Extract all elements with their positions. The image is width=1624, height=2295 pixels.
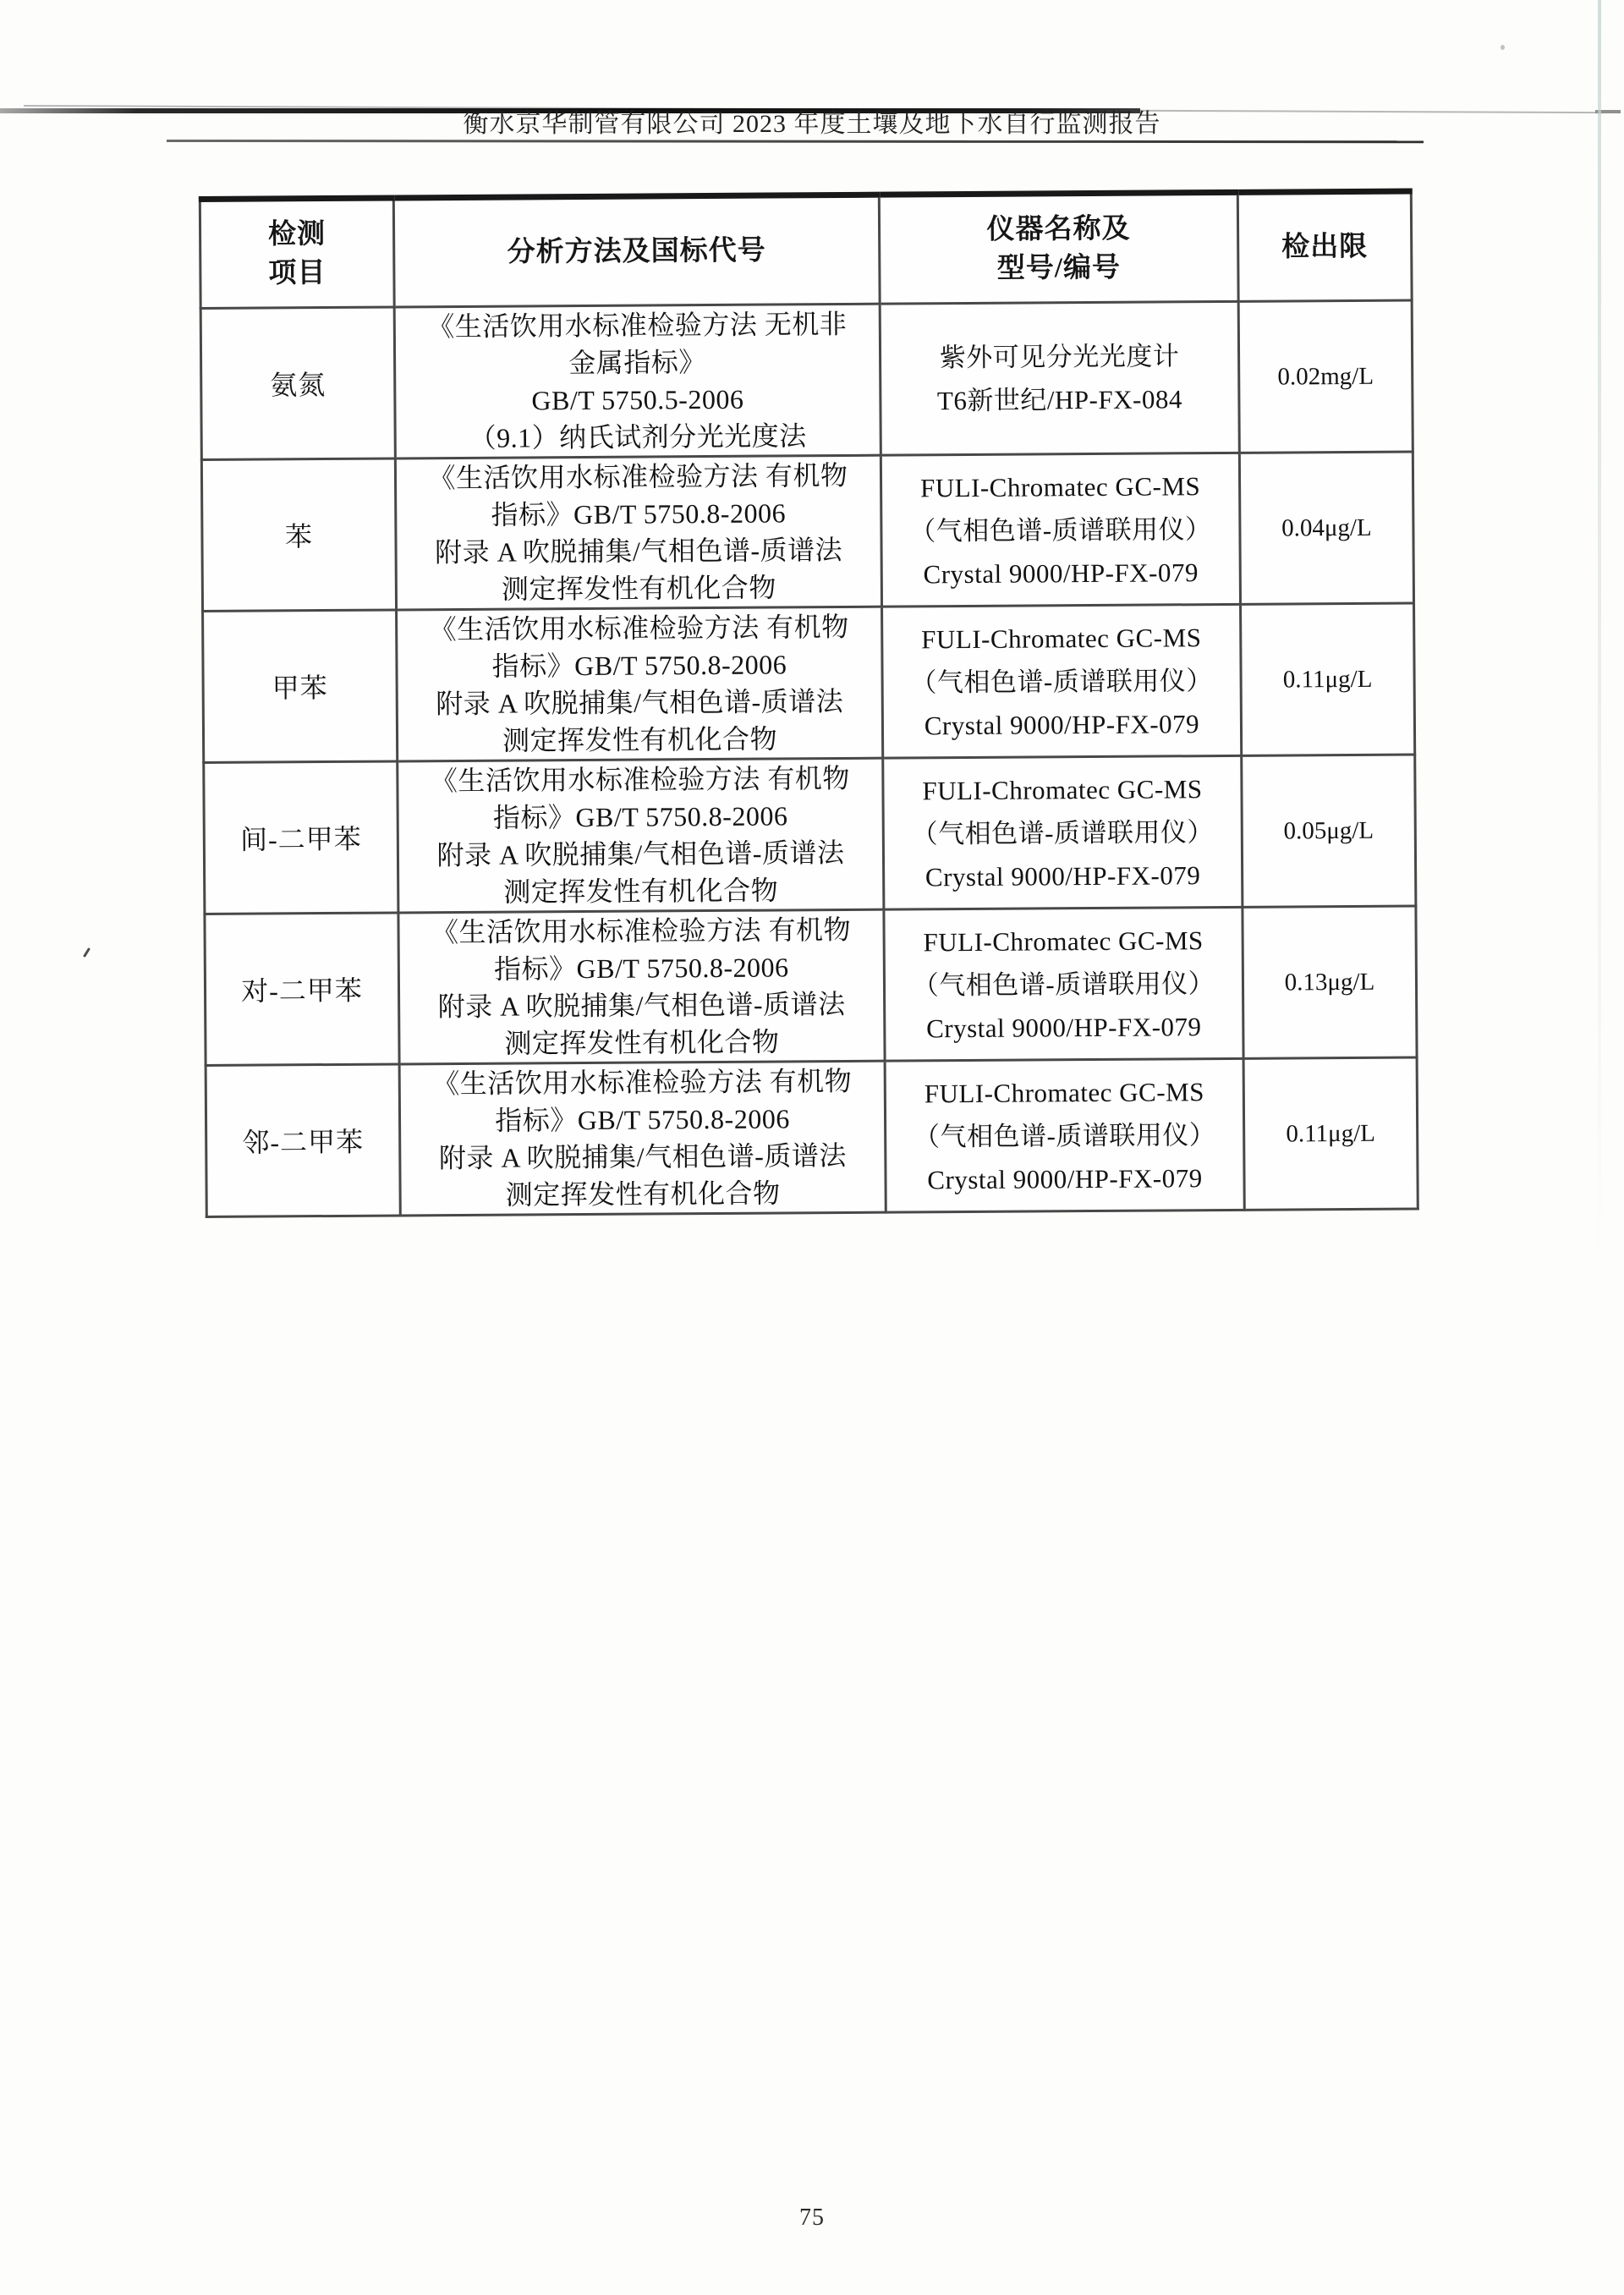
cell-instrument: FULI-Chromatec GC-MS （气相色谱-质谱联用仪） Crystal 9000/HP-FX-079 <box>881 453 1240 607</box>
cell-instrument: FULI-Chromatec GC-MS （气相色谱-质谱联用仪） Crystal 9000/HP-FX-079 <box>885 1058 1244 1212</box>
cell-limit: 0.11μg/L <box>1241 603 1415 755</box>
cell-method: 《生活饮用水标准检验方法 有机物 指标》GB/T 5750.8-2006 附录 A 吹脱捕集/气相色谱-质谱法 测定挥发性有机化合物 <box>397 607 883 761</box>
cell-instrument: 紫外可见分光光度计 T6新世纪/HP-FX-084 <box>880 301 1239 455</box>
table-row <box>200 300 1413 459</box>
cell-item: 甲苯 <box>203 610 398 763</box>
col-header-limit: 检出限 <box>1237 191 1412 301</box>
detection-table-wrap <box>199 189 1417 1218</box>
table-header-row <box>200 191 1412 308</box>
scan-speck <box>1501 45 1505 50</box>
table-row <box>204 755 1416 914</box>
cell-limit: 0.11μg/L <box>1243 1057 1418 1210</box>
cell-method: 《生活饮用水标准检验方法 有机物 指标》GB/T 5750.8-2006 附录 A 吹脱捕集/气相色谱-质谱法 测定挥发性有机化合物 <box>399 1061 886 1216</box>
col-header-instrument: 仪器名称及 型号/编号 <box>879 192 1238 304</box>
page-number: 75 <box>799 2204 825 2231</box>
cell-method: 《生活饮用水标准检验方法 有机物 指标》GB/T 5750.8-2006 附录 A 吹脱捕集/气相色谱-质谱法 测定挥发性有机化合物 <box>398 909 885 1064</box>
document-header-title: 衡水京华制管有限公司 2023 年度土壤及地下水自行监测报告 <box>463 110 1161 138</box>
cell-item: 氨氮 <box>200 307 395 460</box>
col-header-item: 检测 项目 <box>200 198 394 309</box>
cell-limit: 0.02mg/L <box>1238 300 1413 453</box>
cell-instrument: FULI-Chromatec GC-MS （气相色谱-质谱联用仪） Crystal 9000/HP-FX-079 <box>882 604 1242 758</box>
table-row <box>206 1057 1418 1216</box>
table-row <box>201 452 1413 611</box>
cell-limit: 0.13μg/L <box>1243 906 1417 1058</box>
header-underline-rule <box>167 140 1424 143</box>
scan-edge-line <box>1598 0 1601 1269</box>
cell-item: 邻-二甲苯 <box>206 1064 400 1217</box>
cell-item: 间-二甲苯 <box>204 761 398 914</box>
cell-instrument: FULI-Chromatec GC-MS （气相色谱-质谱联用仪） Crystal 9000/HP-FX-079 <box>884 907 1243 1061</box>
cell-instrument: FULI-Chromatec GC-MS （气相色谱-质谱联用仪） Crystal 9000/HP-FX-079 <box>883 755 1243 909</box>
cell-limit: 0.05μg/L <box>1242 755 1416 907</box>
cell-limit: 0.04μg/L <box>1239 452 1413 604</box>
scan-speck <box>83 947 91 958</box>
cell-item: 对-二甲苯 <box>205 913 399 1066</box>
table-row <box>205 906 1417 1065</box>
cell-method: 《生活饮用水标准检验方法 有机物 指标》GB/T 5750.8-2006 附录 A 吹脱捕集/气相色谱-质谱法 测定挥发性有机化合物 <box>395 455 881 610</box>
cell-item: 苯 <box>201 458 396 612</box>
cell-method: 《生活饮用水标准检验方法 无机非 金属指标》 GB/T 5750.5-2006 （9.1）纳氏试剂分光光度法 <box>394 304 881 458</box>
cell-method: 《生活饮用水标准检验方法 有机物 指标》GB/T 5750.8-2006 附录 A 吹脱捕集/气相色谱-质谱法 测定挥发性有机化合物 <box>398 758 884 913</box>
detection-methods-table <box>199 188 1419 1217</box>
table-row <box>203 603 1415 762</box>
col-header-method: 分析方法及国标代号 <box>393 195 880 307</box>
